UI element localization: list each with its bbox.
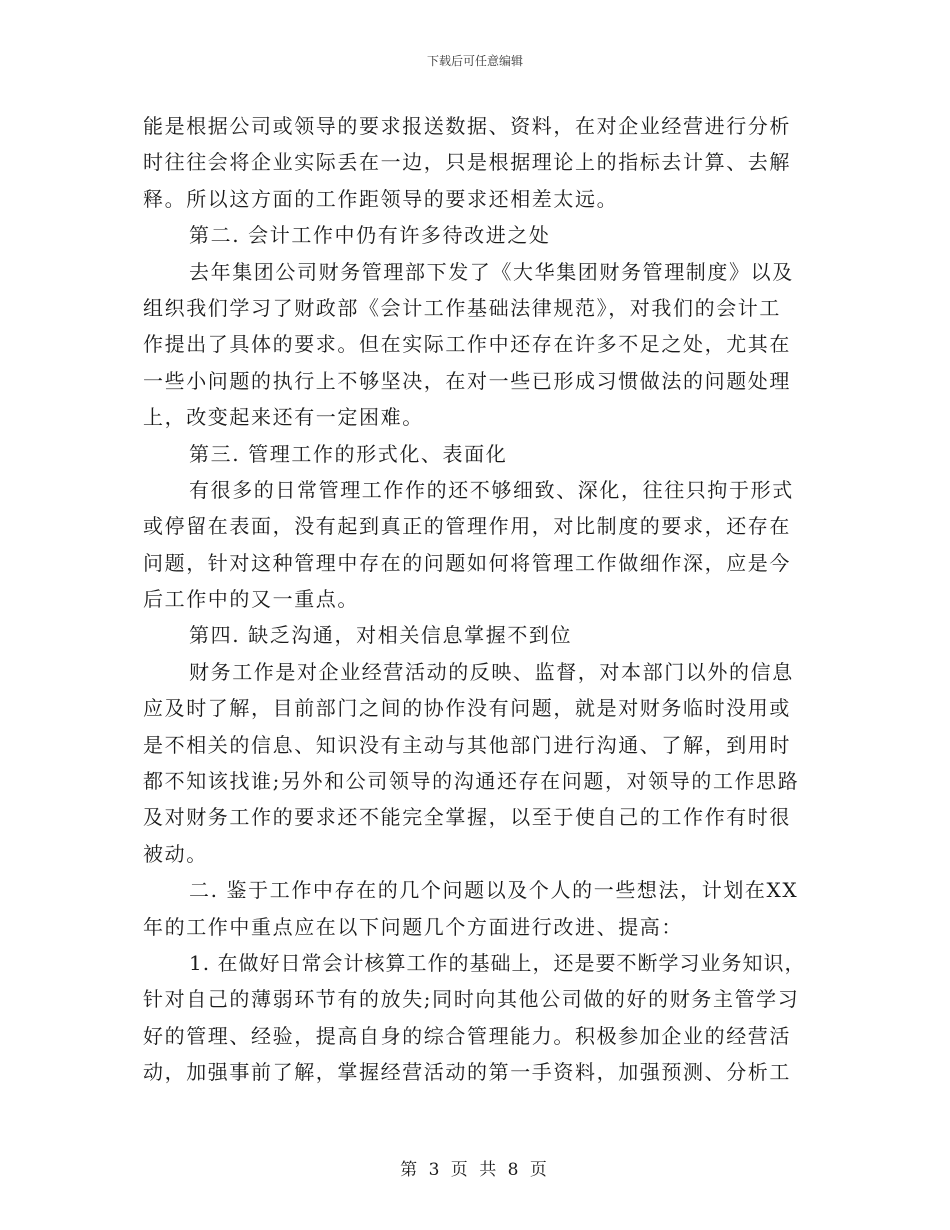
page-footer: 第 3 页 共 8 页 — [400, 1160, 550, 1180]
text-line: 能是根据公司或领导的要求报送数据、资料，在对企业经营进行分析 — [143, 114, 791, 138]
text-line: 及对财务工作的要求还不能完全掌握，以至于使自己的工作作有时很 — [143, 805, 791, 830]
text-line: 是不相关的信息、知识没有主动与其他部门进行沟通、了解，到用时 — [143, 732, 791, 757]
text-line: 有很多的日常管理工作作的还不够细致、深化，往往只拘于形式 — [189, 477, 794, 502]
text-line: 财务工作是对企业经营活动的反映、监督，对本部门以外的信息 — [189, 659, 794, 684]
text-line: 针对自己的薄弱环节有的放失;同时向其他公司做的好的财务主管学习 — [143, 987, 800, 1012]
text-line: 1. 在做好日常会计核算工作的基础上，还是要不断学习业务知识， — [189, 950, 806, 975]
text-line: 释。所以这方面的工作距领导的要求还相差太远。 — [143, 186, 619, 211]
text-line: 上，改变起来还有一定困难。 — [143, 405, 424, 430]
text-line: 作提出了具体的要求。但在实际工作中还存在许多不足之处，尤其在 — [143, 332, 791, 357]
text-line: 年的工作中重点应在以下问题几个方面进行改进、提高： — [143, 914, 683, 939]
text-line: 去年集团公司财务管理部下发了《大华集团财务管理制度》以及 — [189, 259, 794, 284]
text-line: 第二. 会计工作中仍有许多待改进之处 — [189, 223, 551, 248]
text-line: 应及时了解，目前部门之间的协作没有问题，就是对财务临时没用或 — [143, 696, 791, 721]
document-body — [143, 108, 807, 1091]
text-line: 二. 鉴于工作中存在的几个问题以及个人的一些想法，计划在XX — [189, 878, 799, 903]
page-header: 下载后可任意编辑 — [426, 54, 523, 68]
text-line: 一些小问题的执行上不够坚决，在对一些已形成习惯做法的问题处理 — [143, 368, 791, 393]
text-line: 被动。 — [143, 841, 208, 866]
text-line: 问题，针对这种管理中存在的问题如何将管理工作做细作深，应是今 — [143, 550, 791, 575]
text-line: 时往往会将企业实际丢在一边，只是根据理论上的指标去计算、去解 — [143, 150, 791, 175]
text-line: 好的管理、经验，提高自身的综合管理能力。积极参加企业的经营活 — [143, 1023, 791, 1048]
text-line: 动，加强事前了解，掌握经营活动的第一手资料，加强预测、分析工 — [143, 1060, 791, 1085]
text-line: 第四. 缺乏沟通，对相关信息掌握不到位 — [189, 623, 573, 648]
text-line: 第三. 管理工作的形式化、表面化 — [189, 441, 508, 466]
text-line: 组织我们学习了财政部《会计工作基础法律规范》，对我们的会计工 — [143, 295, 781, 320]
text-line: 后工作中的又一重点。 — [143, 587, 359, 612]
text-line: 或停留在表面，没有起到真正的管理作用，对比制度的要求，还存在 — [143, 514, 791, 539]
text-line: 都不知该找谁;另外和公司领导的沟通还存在问题，对领导的工作思路 — [143, 769, 800, 794]
